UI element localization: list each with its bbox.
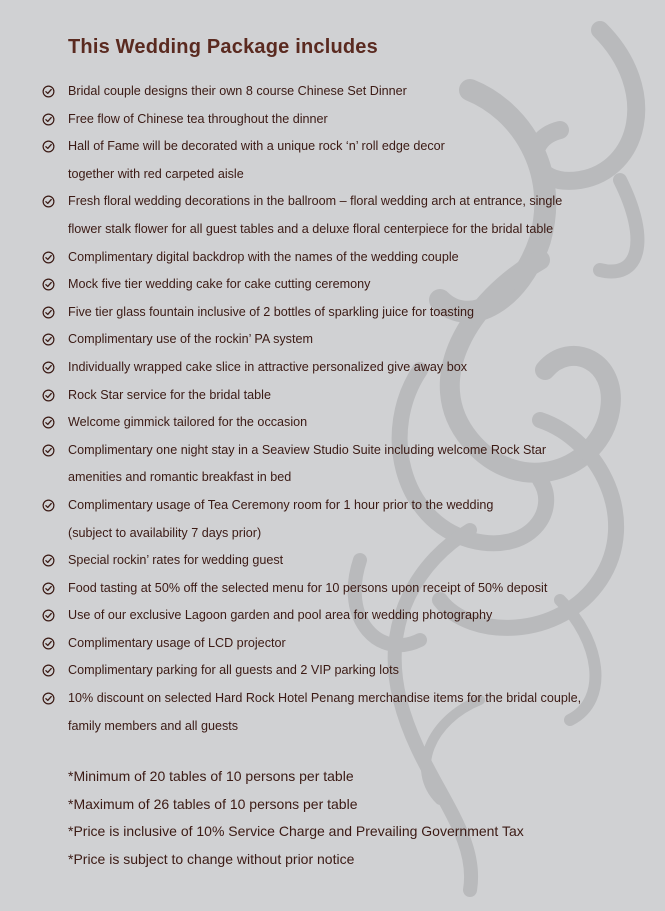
check-circle-icon bbox=[42, 85, 55, 98]
list-item-text: Bridal couple designs their own 8 course Chinese Set Dinner bbox=[68, 84, 407, 98]
package-items-list bbox=[0, 78, 665, 740]
check-circle-icon bbox=[42, 278, 55, 291]
list-item-text: Complimentary use of the rockin’ PA system bbox=[68, 332, 313, 347]
note-line: *Price is subject to change without prior notice bbox=[68, 850, 355, 867]
list-item-text: Mock five tier wedding cake for cake cutting ceremony bbox=[68, 277, 371, 292]
check-circle-icon bbox=[42, 333, 55, 346]
list-item-text: Complimentary usage of LCD projector bbox=[68, 635, 286, 650]
list-item-text: Five tier glass fountain inclusive of 2 bottles of sparkling juice for toasting bbox=[68, 304, 475, 319]
notes-section bbox=[68, 763, 524, 873]
check-circle-icon bbox=[42, 140, 55, 153]
list-item bbox=[0, 382, 665, 410]
list-item bbox=[0, 492, 665, 547]
check-circle-icon bbox=[42, 609, 55, 622]
list-item-text: Complimentary usage of Tea Ceremony room for 1 hour prior to the wedding bbox=[68, 497, 494, 512]
list-item bbox=[0, 271, 665, 299]
list-item bbox=[0, 133, 665, 188]
check-circle-icon bbox=[42, 582, 55, 595]
list-item-text: Fresh floral wedding decorations in the ballroom – floral wedding arch at entrance, single bbox=[68, 194, 563, 209]
note-line: *Minimum of 20 tables of 10 persons per table bbox=[68, 768, 354, 784]
note-line: *Maximum of 26 tables of 10 persons per table bbox=[68, 795, 358, 812]
list-item bbox=[0, 409, 665, 437]
check-circle-icon bbox=[42, 499, 55, 512]
check-circle-icon bbox=[42, 113, 55, 126]
check-circle-icon bbox=[42, 664, 55, 677]
list-item-text: 10% discount on selected Hard Rock Hotel Penang merchandise items for the bridal couple, bbox=[68, 691, 582, 706]
list-item-text: Special rockin’ rates for wedding guest bbox=[68, 553, 284, 568]
list-item bbox=[0, 547, 665, 575]
note-line: *Price is inclusive of 10% Service Charge and Prevailing Government Tax bbox=[68, 823, 524, 839]
page-title: This Wedding Package includes bbox=[68, 36, 378, 58]
list-item-text: together with red carpeted aisle bbox=[68, 166, 244, 181]
list-item-text: Rock Star service for the bridal table bbox=[68, 387, 271, 402]
list-item-text: Complimentary digital backdrop with the names of the wedding couple bbox=[68, 249, 459, 264]
list-item bbox=[0, 575, 665, 603]
list-item-text: Hall of Fame will be decorated with a unique rock ‘n’ roll edge decor bbox=[68, 139, 445, 154]
list-item bbox=[0, 78, 665, 106]
list-item-text: Individually wrapped cake slice in attractive personalized give away box bbox=[68, 359, 468, 374]
list-item-text: family members and all guests bbox=[68, 718, 239, 733]
list-item bbox=[0, 299, 665, 327]
check-circle-icon bbox=[42, 306, 55, 319]
list-item bbox=[0, 602, 665, 630]
check-circle-icon bbox=[42, 554, 55, 567]
list-item bbox=[0, 326, 665, 354]
list-item bbox=[0, 244, 665, 272]
list-item-text: amenities and romantic breakfast in bed bbox=[68, 470, 292, 485]
check-circle-icon bbox=[42, 195, 55, 208]
list-item-text: flower stalk flower for all guest tables and a deluxe floral centerpiece for the bridal table bbox=[68, 221, 554, 236]
list-item bbox=[0, 630, 665, 658]
check-circle-icon bbox=[42, 251, 55, 264]
list-item-text: Complimentary parking for all guests and 2 VIP parking lots bbox=[68, 663, 399, 678]
check-circle-icon bbox=[42, 416, 55, 429]
check-circle-icon bbox=[42, 637, 55, 650]
list-item-text: Free flow of Chinese tea throughout the dinner bbox=[68, 111, 328, 126]
list-item bbox=[0, 106, 665, 134]
list-item bbox=[0, 685, 665, 740]
list-item-text: Complimentary one night stay in a Seaview Studio Suite including welcome Rock Star bbox=[68, 442, 547, 457]
check-circle-icon bbox=[42, 692, 55, 705]
list-item-text: Welcome gimmick tailored for the occasion bbox=[68, 415, 308, 430]
check-circle-icon bbox=[42, 444, 55, 457]
list-item bbox=[0, 354, 665, 382]
list-item bbox=[0, 437, 665, 492]
check-circle-icon bbox=[42, 361, 55, 374]
list-item-text: (subject to availability 7 days prior) bbox=[68, 525, 262, 540]
list-item bbox=[0, 657, 665, 685]
list-item-text: Use of our exclusive Lagoon garden and pool area for wedding photography bbox=[68, 608, 493, 623]
list-item-text: Food tasting at 50% off the selected menu for 10 persons upon receipt of 50% deposit bbox=[68, 580, 548, 595]
check-circle-icon bbox=[42, 389, 55, 402]
list-item bbox=[0, 188, 665, 243]
